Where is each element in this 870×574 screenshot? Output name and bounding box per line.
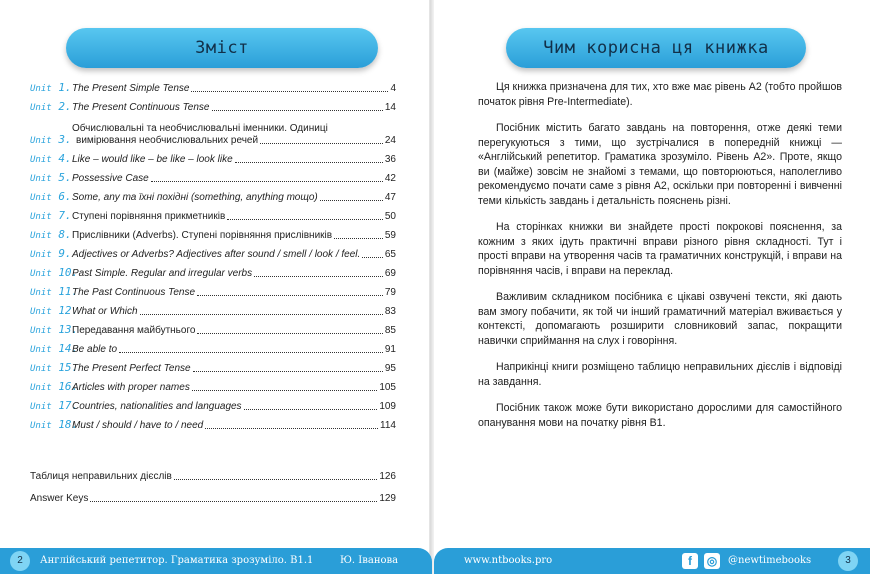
paragraph: Ця книжка призначена для тих, хто вже має рівень А2 (тобто пройшов початок рівня Pre-Intermediate). xyxy=(478,81,842,108)
about-text xyxy=(478,80,842,442)
leader-dots xyxy=(193,371,383,372)
page-number: 42 xyxy=(384,173,396,184)
unit-title: Be able to xyxy=(72,344,118,355)
toc-heading: Зміст xyxy=(66,28,378,68)
right-page xyxy=(434,0,870,574)
unit-label: Unit xyxy=(30,345,52,355)
unit-label: Unit xyxy=(30,212,52,222)
unit-title: The Present Perfect Tense xyxy=(72,363,191,374)
unit-title: Some, any та їхні похідні (something, anything тощо) xyxy=(72,192,318,203)
leader-dots xyxy=(244,409,378,410)
unit-label: Unit xyxy=(30,402,52,412)
unit-index: 18. xyxy=(58,418,79,431)
right-page-number: 3 xyxy=(838,551,858,571)
book-title-footer: Англійський репетитор. Граматика зрозуміло. В1.1 xyxy=(40,555,314,566)
unit-number xyxy=(30,248,72,261)
paragraph: Наприкінці книги розміщено таблицю неправильних дієслів і відповіді на завдання. xyxy=(478,361,842,388)
unit-title: Прислівники (Adverbs). Ступені порівняння прислівників xyxy=(72,230,333,241)
toc-entry[interactable] xyxy=(30,394,396,413)
paragraph: Посібник також може бути використано дорослими для самостійного опанування мови на початку рівня В1. xyxy=(478,402,842,429)
paragraph: Важливим складником посібника є цікаві озвучені тексти, які дають вам змогу побачити, як той чи інший граматичний матеріал вживається у контексті, допомагають розширити словниковий запас, покращити навички сприймання на слух і говоріння. xyxy=(478,291,842,347)
unit-index: 5. xyxy=(58,171,72,184)
toc-entry[interactable] xyxy=(30,413,396,432)
unit-index: 11. xyxy=(58,285,79,298)
unit-number xyxy=(30,153,72,166)
left-footer xyxy=(0,548,432,574)
unit-title: Past Simple. Regular and irregular verbs xyxy=(72,268,253,279)
toc-entry[interactable] xyxy=(30,185,396,204)
unit-number xyxy=(30,323,79,337)
unit-title: What or Which xyxy=(72,306,138,317)
page-number: 109 xyxy=(379,401,396,412)
unit-number xyxy=(30,418,79,432)
unit-title: Possessive Case xyxy=(72,173,149,184)
unit-label: Unit xyxy=(30,193,52,203)
leader-dots xyxy=(140,314,383,315)
unit-number xyxy=(30,172,72,185)
unit-label: Unit xyxy=(30,307,52,317)
unit-label: Unit xyxy=(30,103,52,113)
extra-title: Таблиця неправильних дієслів xyxy=(30,471,172,482)
page-number: 79 xyxy=(384,287,396,298)
toc-extra-entry[interactable] xyxy=(30,483,396,505)
website-link[interactable]: www.ntbooks.pro xyxy=(464,555,553,566)
leader-dots xyxy=(174,479,377,480)
leader-dots xyxy=(320,200,383,201)
toc-entry[interactable] xyxy=(30,242,396,261)
unit-number xyxy=(30,342,79,356)
unit-number xyxy=(30,266,79,280)
unit-index: 15. xyxy=(58,361,79,374)
unit-label: Unit xyxy=(30,326,52,336)
left-page-number: 2 xyxy=(10,551,30,571)
leader-dots xyxy=(254,276,383,277)
unit-index: 2. xyxy=(58,100,72,113)
leader-dots xyxy=(205,428,378,429)
toc-entry[interactable] xyxy=(30,261,396,280)
social-handle[interactable]: @newtimebooks xyxy=(728,555,812,566)
page-number: 59 xyxy=(384,230,396,241)
page-number: 36 xyxy=(384,154,396,165)
unit-label: Unit xyxy=(30,250,52,260)
instagram-icon[interactable]: ◎ xyxy=(704,553,720,569)
unit-number xyxy=(30,229,72,242)
unit-number xyxy=(30,285,79,299)
toc-entry[interactable] xyxy=(30,147,396,166)
unit-index: 14. xyxy=(58,342,79,355)
unit-title: Передавання майбутнього xyxy=(72,325,196,336)
leader-dots xyxy=(334,238,383,239)
leader-dots xyxy=(197,295,383,296)
toc-extras xyxy=(30,461,396,505)
leader-dots xyxy=(90,501,377,502)
toc-entry[interactable] xyxy=(30,76,396,95)
unit-index: 1. xyxy=(58,81,72,94)
unit-index: 9. xyxy=(58,247,72,260)
left-page xyxy=(0,0,430,574)
table-of-contents xyxy=(30,76,396,432)
leader-dots xyxy=(119,352,383,353)
unit-number xyxy=(30,380,79,394)
page-number: 126 xyxy=(379,471,396,482)
toc-entry[interactable] xyxy=(30,114,396,147)
toc-entry[interactable] xyxy=(30,95,396,114)
unit-title: Adjectives or Adverbs? Adjectives after sound / smell / look / feel. xyxy=(72,249,361,260)
page-number: 4 xyxy=(390,83,396,94)
unit-title: Articles with proper names xyxy=(72,382,190,393)
page-number: 114 xyxy=(380,420,396,431)
page-number: 85 xyxy=(384,325,396,336)
leader-dots xyxy=(151,181,383,182)
unit-number xyxy=(30,101,72,114)
unit-index: 7. xyxy=(58,209,72,222)
leader-dots xyxy=(197,333,382,334)
unit-number xyxy=(30,134,72,147)
unit-title: Countries, nationalities and languages xyxy=(72,401,242,412)
unit-title-continued: вимірювання необчислювальних речей xyxy=(76,135,259,146)
leader-dots xyxy=(212,110,383,111)
toc-entry[interactable] xyxy=(30,223,396,242)
toc-entry[interactable] xyxy=(30,299,396,318)
page-number: 24 xyxy=(384,135,396,146)
toc-entry[interactable] xyxy=(30,280,396,299)
extra-title: Answer Keys xyxy=(30,493,89,504)
unit-index: 10. xyxy=(58,266,79,279)
leader-dots xyxy=(260,143,383,144)
unit-index: 12. xyxy=(58,304,79,317)
unit-index: 8. xyxy=(58,228,72,241)
toc-entry[interactable] xyxy=(30,375,396,394)
leader-dots xyxy=(235,162,383,163)
unit-number xyxy=(30,361,79,375)
page-number: 83 xyxy=(384,306,396,317)
unit-label: Unit xyxy=(30,231,52,241)
unit-index: 17. xyxy=(58,399,79,412)
page-number: 95 xyxy=(384,363,396,374)
unit-label: Unit xyxy=(30,136,52,146)
unit-index: 16. xyxy=(58,380,79,393)
unit-number xyxy=(30,191,72,204)
leader-dots xyxy=(191,91,388,92)
paragraph: На сторінках книжки ви знайдете прості покрокові пояснення, за кожним з яких ідуть практичні вправи різного рівня складності. Тут і прості вправи на утворення часів та граматичних конструкцій, і вправи на порівняння часів, і вправи на переклад. xyxy=(478,221,842,277)
unit-index: 4. xyxy=(58,152,72,165)
paragraph: Посібник містить багато завдань на повторення, отже деякі теми перегукуються з тими, що зустрічалися в попередній книжці — «Англійський репетитор. Граматика зрозуміло. Рівень А2». Проте, якщо ви (майже) зовсім не знайомі з темами, що повторюються, наполегливо рекомендуємо почати саме з рівня А2, оскільки при повторенні і вивченні теми кількість завдань і детальність пояснень різні. xyxy=(478,122,842,207)
unit-label: Unit xyxy=(30,174,52,184)
unit-label: Unit xyxy=(30,84,52,94)
facebook-icon[interactable]: f xyxy=(682,553,698,569)
unit-title: The Past Continuous Tense xyxy=(72,287,196,298)
unit-label: Unit xyxy=(30,288,52,298)
unit-number xyxy=(30,82,72,95)
leader-dots xyxy=(227,219,383,220)
unit-title: Must / should / have to / need xyxy=(72,420,204,431)
unit-title: The Present Simple Tense xyxy=(72,83,190,94)
unit-number xyxy=(30,210,72,223)
unit-number xyxy=(30,304,79,318)
page-number: 129 xyxy=(379,493,396,504)
page-number: 47 xyxy=(384,192,396,203)
author-footer: Ю. Іванова xyxy=(340,555,399,566)
about-heading: Чим корисна ця книжка xyxy=(506,28,806,68)
toc-entry[interactable] xyxy=(30,204,396,223)
toc-entry[interactable] xyxy=(30,337,396,356)
toc-entry[interactable] xyxy=(30,166,396,185)
unit-index: 6. xyxy=(58,190,72,203)
unit-label: Unit xyxy=(30,383,52,393)
toc-entry[interactable] xyxy=(30,318,396,337)
toc-extra-entry[interactable] xyxy=(30,461,396,483)
unit-label: Unit xyxy=(30,155,52,165)
leader-dots xyxy=(192,390,377,391)
unit-index: 13. xyxy=(58,323,79,336)
unit-label: Unit xyxy=(30,421,52,431)
page-number: 50 xyxy=(384,211,396,222)
unit-title: Like – would like – be like – look like xyxy=(72,154,233,165)
page-number: 69 xyxy=(384,268,396,279)
page-number: 65 xyxy=(384,249,396,260)
unit-index: 3. xyxy=(58,133,72,146)
unit-title: The Present Continuous Tense xyxy=(72,102,210,113)
unit-title: Обчислювальні та необчислювальні іменники. Одиниці xyxy=(72,123,328,134)
unit-label: Unit xyxy=(30,269,52,279)
unit-label: Unit xyxy=(30,364,52,374)
right-footer xyxy=(434,548,870,574)
page-number: 91 xyxy=(384,344,396,355)
toc-entry[interactable] xyxy=(30,356,396,375)
page-number: 14 xyxy=(384,102,396,113)
unit-title: Ступені порівняння прикметників xyxy=(72,211,226,222)
page-number: 105 xyxy=(379,382,396,393)
unit-number xyxy=(30,399,79,413)
leader-dots xyxy=(362,257,383,258)
